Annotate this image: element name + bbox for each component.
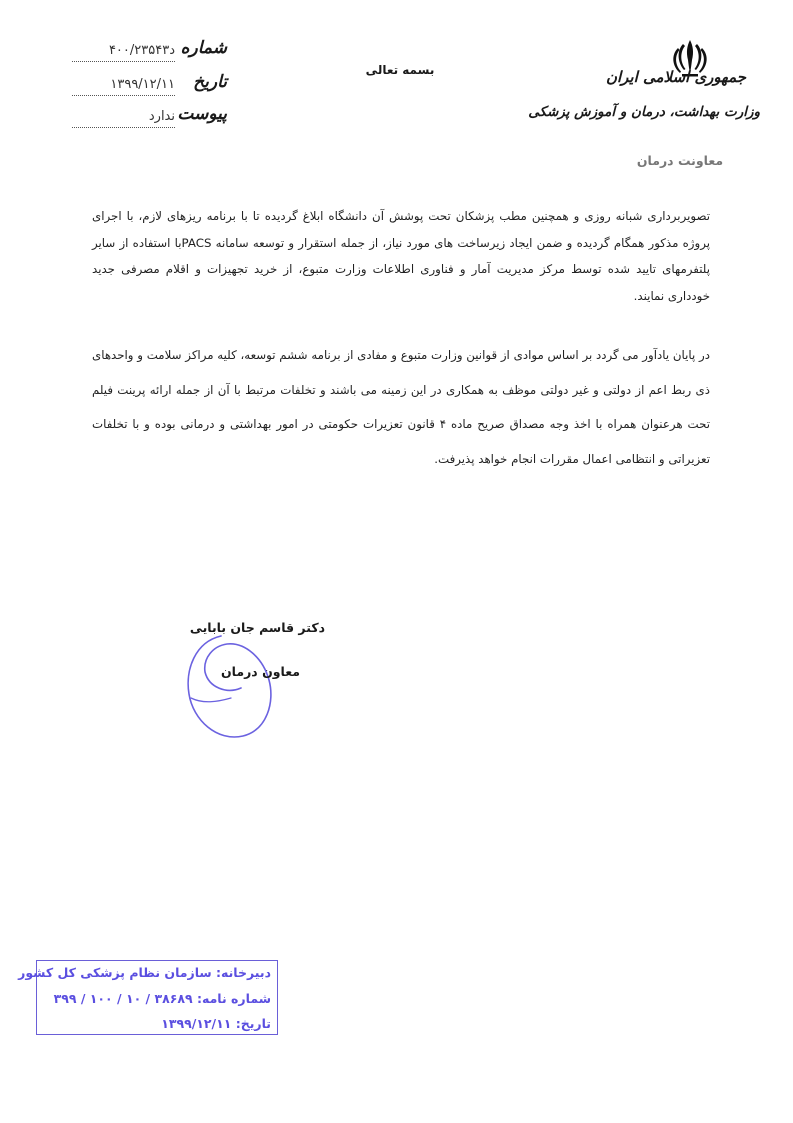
- signer-title: معاون درمان: [221, 664, 300, 679]
- stamp-secretariat-line: دبیرخانه: سازمان نظام پزشکی کل کشور: [18, 965, 271, 980]
- date-value: ۱۳۹۹/۱۲/۱۱: [110, 77, 175, 92]
- letter-date-row: [72, 72, 227, 100]
- handwritten-signature: [183, 628, 278, 748]
- number-value: د۴۰۰/۲۳۵۴۳: [108, 43, 175, 58]
- signer-name: دکتر قاسم جان بابایی: [189, 620, 325, 635]
- attachment-value: ندارد: [148, 109, 175, 124]
- body-paragraph-2: در پایان یادآور می گردد بر اساس موادی از قوانین وزارت متبوع و مفادی از برنامه ششم توسعه، کلیه مراکز سلامت و واحدهای ذی ربط اعم از دولتی و غیر دولتی موظف به همکاری در این زمینه می باشند و تخلفات مرتبط با آن از جمله ارائه پرینت فیلم تحت هرعنوان همراه با اخذ وجه مصداق صریح ماده ۴ قانون تعزیرات حکومتی در امور بهداشتی و درمانی بوده و با تخلفات تعزیراتی و انتظامی اعمال مقررات انجام خواهد پذیرفت.: [92, 348, 710, 466]
- number-label: شماره: [180, 38, 227, 58]
- letter-number-row: [72, 38, 227, 66]
- date-dotted-line: [72, 95, 175, 96]
- republic-title: جمهوری اسلامی ایران: [605, 68, 747, 86]
- attachment-label: پیوست: [177, 104, 227, 124]
- secretariat-receipt-stamp: [18, 960, 278, 1035]
- deputy-label: معاونت درمان: [636, 153, 724, 168]
- letter-attachment-row: [72, 104, 227, 132]
- stamp-letter-number-line: شماره نامه: ۳۸۶۸۹ / ۱۰ / ۱۰۰ / ۳۹۹: [53, 991, 271, 1006]
- bismillah-heading: بسمه تعالی: [365, 63, 435, 77]
- number-dotted-line: [72, 61, 175, 62]
- attachment-dotted-line: [72, 127, 175, 128]
- ministry-title: وزارت بهداشت، درمان و آموزش پزشکی: [528, 104, 760, 120]
- body-paragraph-1: تصویربرداری شبانه روزی و همچنین مطب پزشکان تحت پوشش آن دانشگاه ابلاغ گردیده تا با برنامه ریزهای لازم، با اجرای پروژه مذکور همگام گردیده و ضمن ایجاد زیرساخت های مورد نیاز، از جمله استقرار و توسعه سامانه PACSبا استفاده از سایر پلتفرمهای تایید شده توسط مرکز مدیریت آمار و فناوری اطلاعات وزارت متبوع، از خرید تجهیزات و اقلام مصرفی جدید خودداری نمایند.: [92, 209, 710, 303]
- date-label: تاریخ: [193, 72, 227, 92]
- stamp-date-line: تاریخ: ۱۳۹۹/۱۲/۱۱: [161, 1016, 271, 1031]
